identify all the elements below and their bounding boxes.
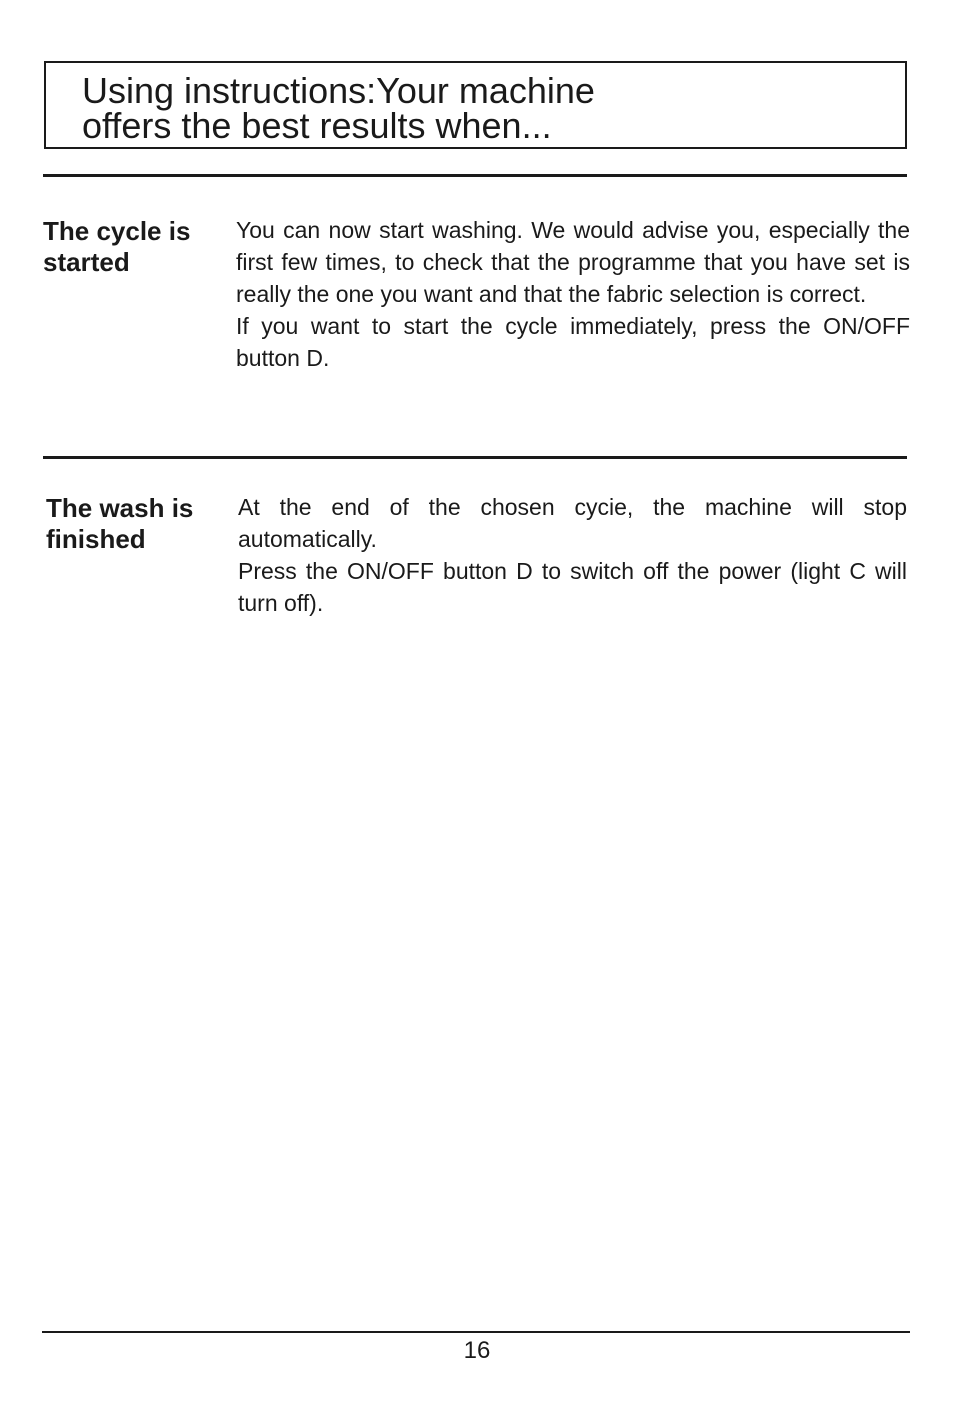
section-heading-line: finished [46,524,146,554]
page-number: 16 [463,1337,491,1364]
page-title-box [44,61,907,149]
section-heading-line: The cycle is [43,216,191,246]
paragraph: At the end of the chosen cycie, the machine will stop automatically. [238,494,907,552]
section-heading-line: started [43,247,130,277]
section-body-wash-finished [238,491,907,619]
section-heading-line: The wash is [46,493,194,523]
paragraph: You can now start washing. We would advise you, especially the first few times, to check that the programme that you have set is really the one you want and that the fabric selection is correct. [236,217,910,307]
section-body-cycle-started [236,214,910,374]
paragraph: Press the ON/OFF button D to switch off the power (light C will turn off). [238,558,907,616]
section-heading-wash-finished [46,493,193,555]
section-divider [43,174,907,177]
paragraph: If you want to start the cycle immediately, press the ON/OFF button D. [236,313,910,371]
section-heading-cycle-started [43,216,190,278]
page-title-line-2: offers the best results when... [82,105,552,146]
footer-divider [42,1331,910,1333]
section-divider [43,456,907,459]
page-title-line-1: Using instructions:Your machine [82,70,595,111]
